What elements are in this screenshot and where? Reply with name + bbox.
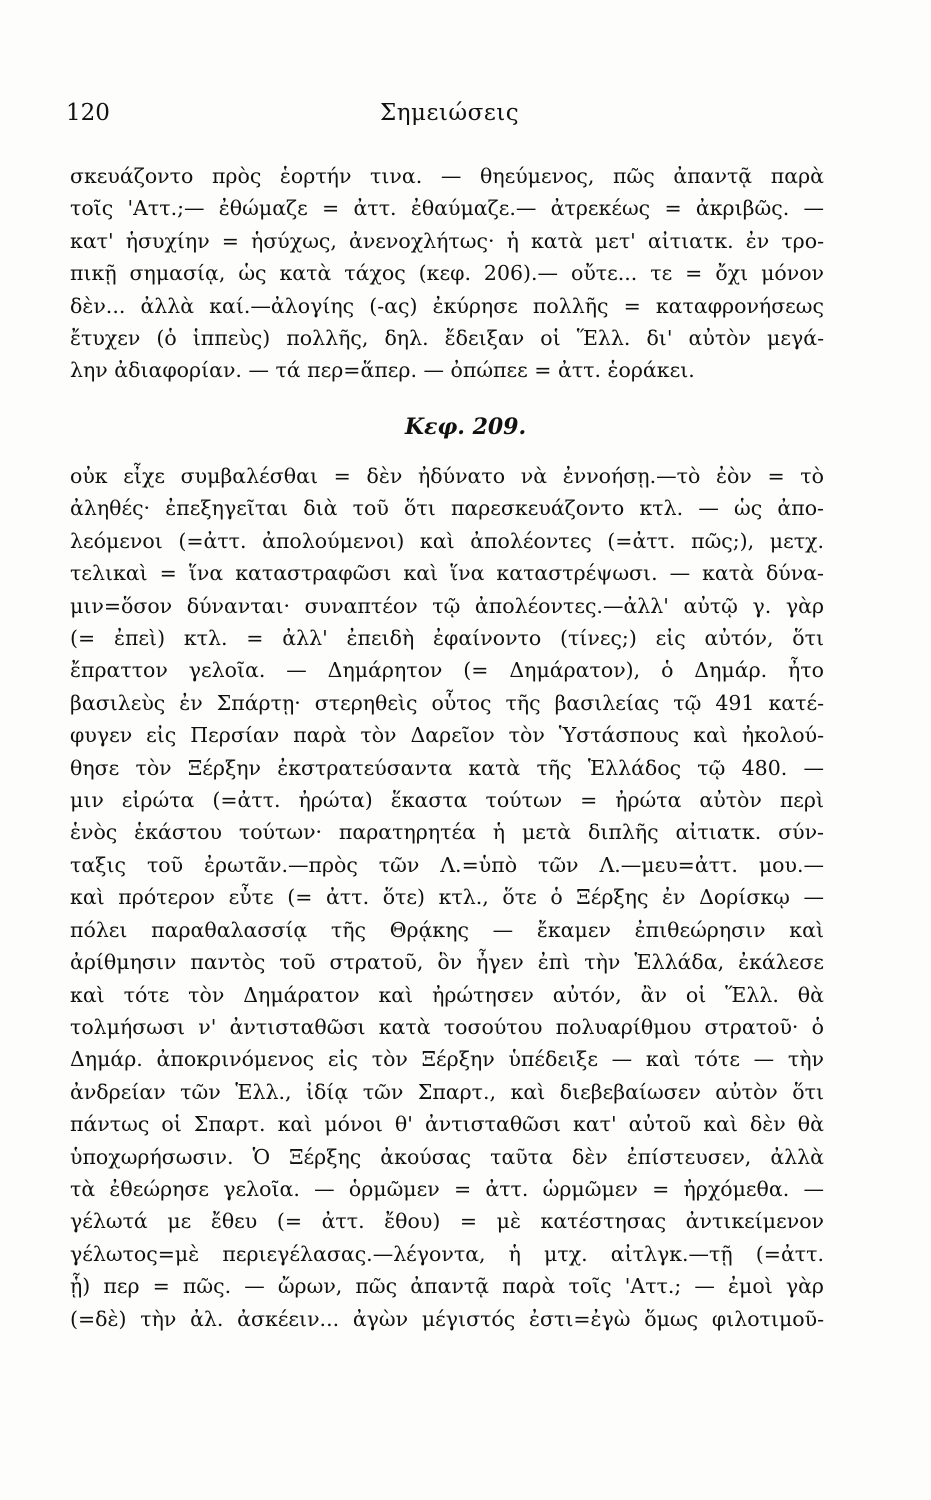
text-line: ἔτυχεν (ὁ ἱππεὺς) πολλῆς, δηλ. ἔδειξαν οἱ Ἕλλ. δι' αὐτὸν μεγά- [70,326,824,351]
notes-paragraph-1 [70,160,824,387]
text-line: τολμήσωσι ν' ἀντισταθῶσι κατὰ τοσούτου πολυαρίθμου στρατοῦ· ὁ [70,1014,824,1039]
text-line: φυγεν εἰς Περσίαν παρὰ τὸν Δαρεῖον τὸν Ὑστάσπους καὶ ἠκολού- [70,723,824,748]
text-line: καὶ τότε τὸν Δημάρατον καὶ ἠρώτησεν αὐτόν, ἂν οἱ Ἕλλ. θὰ [70,982,824,1007]
text-line: ἔπραττον γελοῖα. — Δημάρητον (= Δημάρατον), ὁ Δημάρ. ἦτο [70,658,824,683]
text-line: ὑποχωρήσωσιν. Ὁ Ξέρξης ἀκούσας ταῦτα δὲν ἐπίστευσεν, ἀλλὰ [70,1144,824,1169]
text-line: ᾗ) περ = πῶς. — ὤρων, πῶς ἀπαντᾷ παρὰ τοῖς 'Αττ.; — ἐμοὶ γὰρ [70,1274,824,1299]
text-line: πάντως οἱ Σπαρτ. καὶ μόνοι θ' ἀντισταθῶσι κατ' αὐτοῦ καὶ δὲν θὰ [70,1112,824,1137]
text-line: ταξις τοῦ ἐρωτᾶν.—πρὸς τῶν Λ.=ὑπὸ τῶν Λ.—μευ=ἀττ. μου.— [70,852,824,877]
text-line: πικῇ σημασίᾳ, ὡς κατὰ τάχος (κεφ. 206).— οὔτε... τε = ὄχι μόνον [70,261,824,286]
running-title: Σημειώσεις [380,100,520,126]
text-line: Δημάρ. ἀποκρινόμενος εἰς τὸν Ξέρξην ὑπέδειξε — καὶ τότε — τὴν [70,1047,824,1072]
text-line: ἀρίθμησιν παντὸς τοῦ στρατοῦ, ὃν ἦγεν ἐπὶ τὴν Ἑλλάδα, ἐκάλεσε [70,950,824,975]
text-line: γέλωτος=μὲ περιεγέλασας.—λέγοντα, ἡ μτχ. αἰτλγκ.—τῇ (=ἀττ. [70,1241,824,1266]
text-line: τοῖς 'Αττ.;— ἐθώμαζε = ἀττ. ἐθαύμαζε.— ἀτρεκέως = ἀκριβῶς. — [70,196,824,221]
text-line: καὶ πρότερον εὖτε (= ἀττ. ὅτε) κτλ., ὅτε ὁ Ξέρξης ἐν Δορίσκῳ — [70,885,824,910]
text-line: οὐκ εἶχε συμβαλέσθαι = δὲν ἠδύνατο νὰ ἐννοήσῃ.—τὸ ἐὸν = τὸ [70,464,824,488]
text-line: κατ' ἡσυχίην = ἡσύχως, ἀνενοχλήτως· ἡ κατὰ μετ' αἰτιατκ. ἐν τρο- [70,228,824,253]
text-line: (=δὲ) τὴν ἀλ. ἀσκέειν... ἀγὼν μέγιστός ἐστι=ἐγὼ ὅμως φιλοτιμοῦ- [70,1306,824,1331]
text-line: τελικαὶ = ἵνα καταστραφῶσι καὶ ἵνα καταστρέψωσι. — κατὰ δύνα- [70,561,824,586]
text-line: (= ἐπεὶ) κτλ. = ἀλλ' ἐπειδὴ ἐφαίνοντο (τίνες;) εἰς αὐτόν, ὅτι [70,626,824,651]
text-line: θησε τὸν Ξέρξην ἐκστρατεύσαντα κατὰ τῆς Ἑλλάδος τῷ 480. — [70,755,824,780]
text-line: λην ἀδιαφορίαν. — τά περ=ἅπερ. — ὀπώπεε = ἀττ. ἑοράκει. [70,358,695,383]
text-line: ἀληθές· ἐπεξηγεῖται διὰ τοῦ ὅτι παρεσκευάζοντο κτλ. — ὡς ἀπο- [70,496,824,521]
text-line: μιν εἰρώτα (=ἀττ. ἠρώτα) ἕκαστα τούτων = ἠρώτα αὐτὸν περὶ [70,788,824,813]
text-line: δὲν... ἀλλὰ καί.—ἀλογίης (-ας) ἐκύρησε πολλῆς = καταφρονήσεως [70,293,824,318]
text-line: σκευάζοντο πρὸς ἑορτήν τινα. — θηεύμενος, πῶς ἀπαντᾷ παρὰ [70,164,824,188]
page-number: 120 [66,100,110,126]
text-line: λεόμενοι (=ἀττ. ἀπολούμενοι) καὶ ἀπολέοντες (=ἀττ. πῶς;), μετχ. [70,528,824,553]
text-line: πόλει παραθαλασσίᾳ τῆς Θρᾴκης — ἔκαμεν ἐπιθεώρησιν καὶ [70,917,824,942]
text-line: τὰ ἐθεώρησε γελοῖα. — ὁρμῶμεν = ἀττ. ὡρμῶμεν = ἠρχόμεθα. — [70,1176,824,1201]
text-line: μιν=ὅσον δύνανται· συναπτέον τῷ ἀπολέοντες.—ἀλλ' αὐτῷ γ. γὰρ [70,593,824,618]
text-line: βασιλεὺς ἐν Σπάρτῃ· στερηθεὶς οὗτος τῆς βασιλείας τῷ 491 κατέ- [70,690,824,715]
chapter-heading: Κεφ. 209. [404,414,527,440]
text-line: ἑνὸς ἑκάστου τούτων· παρατηρητέα ἡ μετὰ διπλῆς αἰτιατκ. σύν- [70,820,824,845]
text-line: ἀνδρείαν τῶν Ἑλλ., ἰδίᾳ τῶν Σπαρτ., καὶ διεβεβαίωσεν αὐτὸν ὅτι [70,1079,824,1104]
notes-paragraph-2 [70,460,824,1335]
text-line: γέλωτά με ἔθευ (= ἀττ. ἔθου) = μὲ κατέστησας ἀντικείμενον [70,1209,824,1234]
